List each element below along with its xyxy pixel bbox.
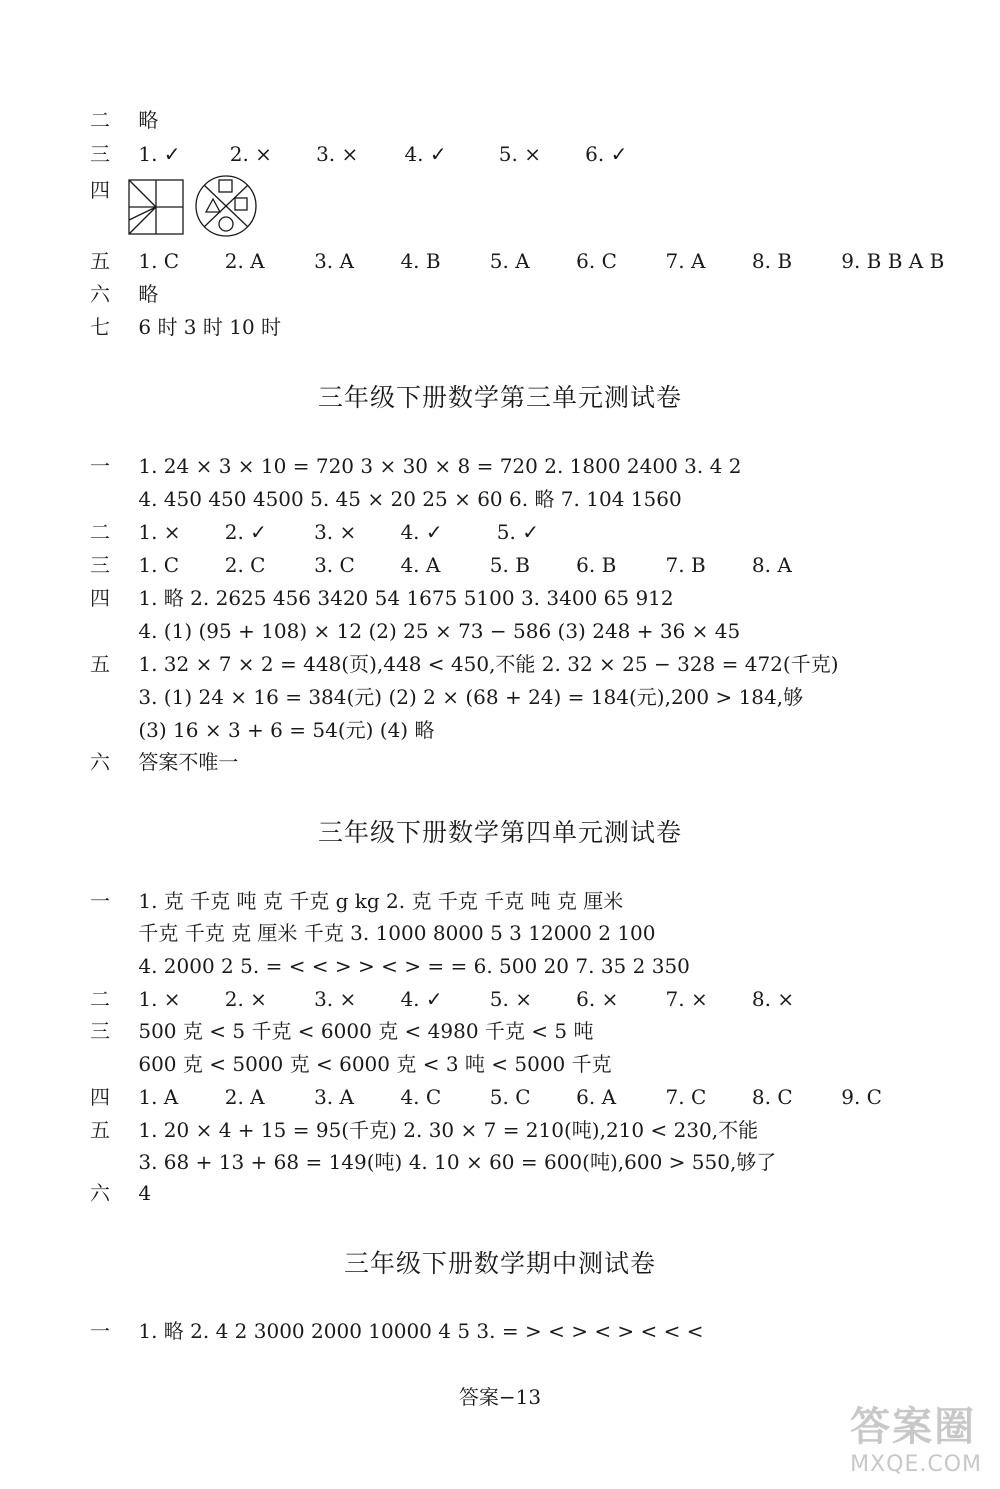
answer-item: 4. ✓ bbox=[400, 987, 443, 1011]
answer-item: 6. B bbox=[576, 553, 617, 577]
unit3-line-9 bbox=[90, 715, 434, 745]
row-text: 答案不唯一 bbox=[138, 750, 239, 774]
answer-item: 3. A bbox=[314, 1085, 354, 1109]
watermark-url: MXQE.COM bbox=[850, 1452, 982, 1477]
answer-item: 8. A bbox=[751, 553, 792, 577]
row-text: 1. 克 千克 吨 克 千克 g kg 2. 克 千克 千克 吨 克 厘米 bbox=[138, 889, 624, 913]
answer-row-3 bbox=[90, 139, 627, 169]
row-label: 六 bbox=[90, 1181, 110, 1205]
answer-item: 1. × bbox=[138, 987, 181, 1011]
circle-shapes-figure bbox=[196, 176, 256, 236]
row-label: 一 bbox=[90, 454, 110, 478]
row-label: 二 bbox=[90, 520, 110, 544]
row-text: 略 bbox=[138, 108, 159, 132]
row-label: 一 bbox=[90, 1319, 110, 1343]
row-text: 1. 20 × 4 + 15 = 95(千克) 2. 30 × 7 = 210(吨),210 < 230,不能 bbox=[138, 1118, 759, 1142]
row-text: 3. (1) 24 × 16 = 384(元) (2) 2 × (68 + 24) = 184(元),200 > 184,够 bbox=[138, 685, 804, 709]
answer-item: 3. × bbox=[314, 520, 357, 544]
answer-item: 5. × bbox=[489, 987, 532, 1011]
row-text: 4. 2000 2 5. = < < > > < > = = 6. 500 20 7. 35 2 350 bbox=[138, 954, 690, 978]
section-title-midterm: 三年级下册数学期中测试卷 bbox=[343, 1249, 656, 1278]
answer-item: 2. C bbox=[224, 553, 266, 577]
row-label: 二 bbox=[90, 987, 110, 1011]
row-text: 4. 450 450 4500 5. 45 × 20 25 × 60 6. 略 7. 104 1560 bbox=[138, 487, 682, 511]
midterm-line-1 bbox=[90, 1316, 704, 1346]
row-label: 六 bbox=[90, 750, 110, 774]
answer-item: 5. ✓ bbox=[496, 520, 539, 544]
unit4-line-8 bbox=[90, 1115, 758, 1145]
unit4-line-2 bbox=[90, 918, 656, 948]
answer-item: 2. × bbox=[229, 142, 272, 166]
row-text: (3) 16 × 3 + 6 = 54(元) (4) 略 bbox=[138, 718, 435, 742]
answer-item: 2. A bbox=[224, 249, 265, 273]
unit4-line-1 bbox=[90, 886, 623, 916]
unit3-line-6 bbox=[90, 616, 740, 646]
row-text: 6 时 3 时 10 时 bbox=[138, 315, 282, 339]
answer-item: 9. C bbox=[841, 1085, 882, 1109]
row-label: 三 bbox=[90, 142, 110, 166]
answer-item: 4. ✓ bbox=[404, 142, 447, 166]
answer-item: 5. C bbox=[489, 1085, 531, 1109]
answer-item: 9. B B A B bbox=[841, 249, 945, 273]
row-label: 一 bbox=[90, 889, 110, 913]
shape-drawings bbox=[128, 174, 268, 238]
unit3-line-4 bbox=[90, 550, 792, 580]
row-label: 六 bbox=[90, 282, 110, 306]
row-label: 三 bbox=[90, 1019, 110, 1043]
unit3-line-3 bbox=[90, 517, 539, 547]
unit3-line-5 bbox=[90, 583, 674, 613]
answer-item: 4. A bbox=[400, 553, 441, 577]
unit3-line-10 bbox=[90, 747, 238, 777]
answer-item: 8. B bbox=[751, 249, 793, 273]
row-label: 四 bbox=[90, 178, 110, 202]
unit4-line-3 bbox=[90, 951, 690, 981]
unit3-line-7 bbox=[90, 649, 839, 679]
row-text: 千克 千克 克 厘米 千克 3. 1000 8000 5 3 12000 2 100 bbox=[138, 921, 656, 945]
answer-item: 4. C bbox=[400, 1085, 442, 1109]
answer-item: 2. × bbox=[224, 987, 267, 1011]
answer-item: 1. A bbox=[138, 1085, 179, 1109]
row-label: 五 bbox=[90, 1118, 110, 1142]
unit3-line-1 bbox=[90, 451, 741, 481]
row-label: 四 bbox=[90, 586, 110, 610]
unit4-line-4 bbox=[90, 984, 794, 1014]
row-label: 四 bbox=[90, 1085, 110, 1109]
answer-item: 6. × bbox=[576, 987, 619, 1011]
answer-item: 6. A bbox=[576, 1085, 617, 1109]
unit3-line-2 bbox=[90, 484, 682, 514]
row-label: 七 bbox=[90, 315, 110, 339]
answer-item: 3. × bbox=[316, 142, 359, 166]
answer-item: 7. C bbox=[665, 1085, 707, 1109]
row-text: 1. 略 2. 2625 456 3420 54 1675 5100 3. 3400 65 912 bbox=[138, 586, 674, 610]
unit3-line-8 bbox=[90, 682, 803, 712]
divided-square-figure bbox=[129, 180, 183, 234]
answer-item: 3. × bbox=[314, 987, 357, 1011]
answer-item: 4. ✓ bbox=[400, 520, 443, 544]
answer-item: 1. C bbox=[138, 553, 180, 577]
row-text: 500 克 < 5 千克 < 6000 克 < 4980 千克 < 5 吨 bbox=[138, 1019, 594, 1043]
unit4-line-5 bbox=[90, 1016, 593, 1046]
section-title-unit4: 三年级下册数学第四单元测试卷 bbox=[317, 818, 682, 847]
unit4-line-9 bbox=[90, 1147, 776, 1177]
answer-item: 1. × bbox=[138, 520, 181, 544]
answer-item: 2. A bbox=[224, 1085, 265, 1109]
watermark-logo-text: 答案圈 bbox=[850, 1404, 977, 1450]
unit4-line-6 bbox=[90, 1049, 612, 1079]
answer-item: 1. C bbox=[138, 249, 180, 273]
row-text: 3. 68 + 13 + 68 = 149(吨) 4. 10 × 60 = 600(吨),600 > 550,够了 bbox=[138, 1150, 777, 1174]
row-label: 五 bbox=[90, 652, 110, 676]
answer-row-7 bbox=[90, 312, 281, 342]
answer-item: 3. C bbox=[314, 553, 355, 577]
answer-item: 8. C bbox=[751, 1085, 793, 1109]
row-text: 1. 32 × 7 × 2 = 448(页),448 < 450,不能 2. 32 × 25 − 328 = 472(千克) bbox=[138, 652, 839, 676]
answer-item: 5. A bbox=[489, 249, 530, 273]
row-text: 略 bbox=[138, 282, 159, 306]
answer-row-6 bbox=[90, 279, 158, 309]
answer-item: 4. B bbox=[400, 249, 441, 273]
answer-item: 6. ✓ bbox=[585, 142, 628, 166]
page-number: 答案−13 bbox=[458, 1385, 542, 1409]
answer-item: 7. B bbox=[665, 553, 706, 577]
answer-item: 5. × bbox=[498, 142, 541, 166]
answer-item: 5. B bbox=[489, 553, 530, 577]
answer-row-5 bbox=[90, 246, 944, 276]
answer-row-4 bbox=[90, 175, 132, 205]
answer-item: 7. × bbox=[665, 987, 708, 1011]
row-text: 600 克 < 5000 克 < 6000 克 < 3 吨 < 5000 千克 bbox=[138, 1052, 612, 1076]
answer-item: 8. × bbox=[751, 987, 795, 1011]
unit4-line-10 bbox=[90, 1178, 151, 1208]
row-text: 1. 略 2. 4 2 3000 2000 10000 4 5 3. = > < > < > < < < bbox=[138, 1319, 704, 1343]
answer-item: 3. A bbox=[314, 249, 354, 273]
row-label: 三 bbox=[90, 553, 110, 577]
section-title-unit3: 三年级下册数学第三单元测试卷 bbox=[317, 383, 682, 412]
row-label: 五 bbox=[90, 249, 110, 273]
row-text: 4. (1) (95 + 108) × 12 (2) 25 × 73 − 586 (3) 248 + 36 × 45 bbox=[138, 619, 741, 643]
answer-item: 2. ✓ bbox=[224, 520, 267, 544]
answer-item: 7. A bbox=[665, 249, 706, 273]
watermark bbox=[850, 1395, 982, 1477]
unit4-line-7 bbox=[90, 1082, 882, 1112]
answer-item: 6. C bbox=[576, 249, 617, 273]
row-text: 4 bbox=[138, 1181, 152, 1205]
row-label: 二 bbox=[90, 108, 110, 132]
answer-item: 1. ✓ bbox=[138, 142, 181, 166]
row-text: 1. 24 × 3 × 10 = 720 3 × 30 × 8 = 720 2. 1800 2400 3. 4 2 bbox=[138, 454, 742, 478]
answer-row-2 bbox=[90, 105, 158, 135]
